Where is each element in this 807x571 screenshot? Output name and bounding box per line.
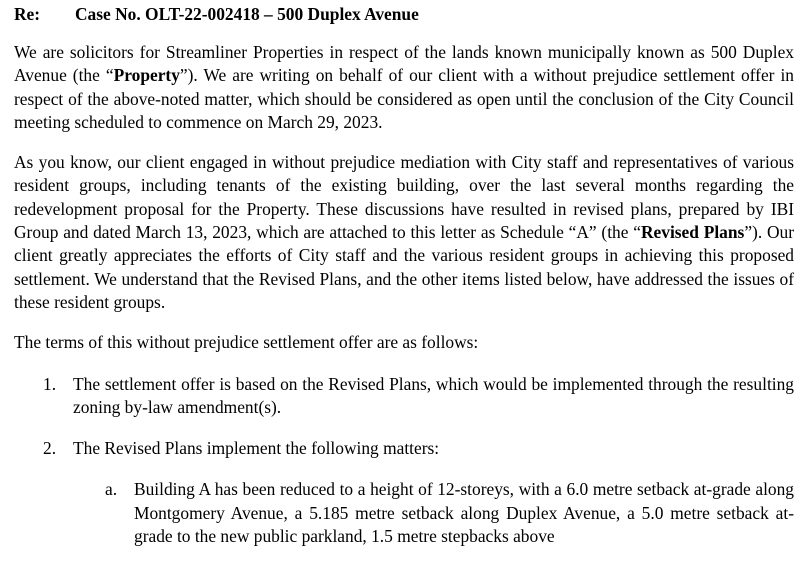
paragraph-terms-intro: The terms of this without prejudice settlement offer are as follows: [14,332,479,353]
list-item-2-text: The Revised Plans implement the following matters: [73,438,440,459]
list-item-1-text: The settlement offer is based on the Revised Plans, which would be implemented through the resulting zoning by-law amendment(s). [73,373,794,417]
paragraph-background-text-2: ”). Our client greatly appreciates the efforts of City staff and the various resident groups in achieving this proposed settlement. We understand that the Revised Plans, and the other items listed below, have addressed the issues of these resident groups. [14,222,794,312]
list-item-1 [14,373,794,420]
paragraph-background [14,151,794,314]
defined-term-revised-plans: Revised Plans [640,222,745,243]
sub-list-marker-a: a. [105,479,118,500]
subject-label: Re: [14,4,41,24]
subject-line [14,3,794,26]
paragraph-background-text-1: As you know, our client engaged in without prejudice mediation with City staff and representatives of various resident groups, including tenants of the existing building, over the last several months regarding the redevelopment proposal for the Property. These discussions have resulted in revised plans, prepared by IBI Group and dated March 13, 2023, which are attached to this letter as Schedule “A” (the “ [14,152,794,243]
paragraph-intro [14,41,794,134]
sub-list-item-a-text: Building A has been reduced to a height of 12-storeys, with a 6.0 metre setback at-grade along Montgomery Avenue, a 5.185 metre setback along Duplex Avenue, a 5.0 metre setback at-grade to the new public parkland, 1.5 metre stepbacks above [134,479,794,547]
sub-list-item-a [14,478,794,548]
list-item-2 [14,437,794,460]
paragraph-intro-text-1: We are solicitors for Streamliner Properties in respect of the lands known municipally known as 500 Duplex Avenue (the “ [14,42,794,86]
list-marker-2: 2. [43,438,57,459]
list-marker-1: 1. [43,373,57,394]
letter-page [14,3,794,548]
subject-text: Case No. OLT-22-002418 – 500 Duplex Avenue [75,4,419,24]
paragraph-intro-text-2: ”). We are writing on behalf of our client with a without prejudice settlement offer in respect of the above-noted matter, which should be considered as open until the conclusion of the City Council meeting scheduled to commence on March 29, 2023. [14,65,794,132]
defined-term-property: Property [113,65,180,86]
